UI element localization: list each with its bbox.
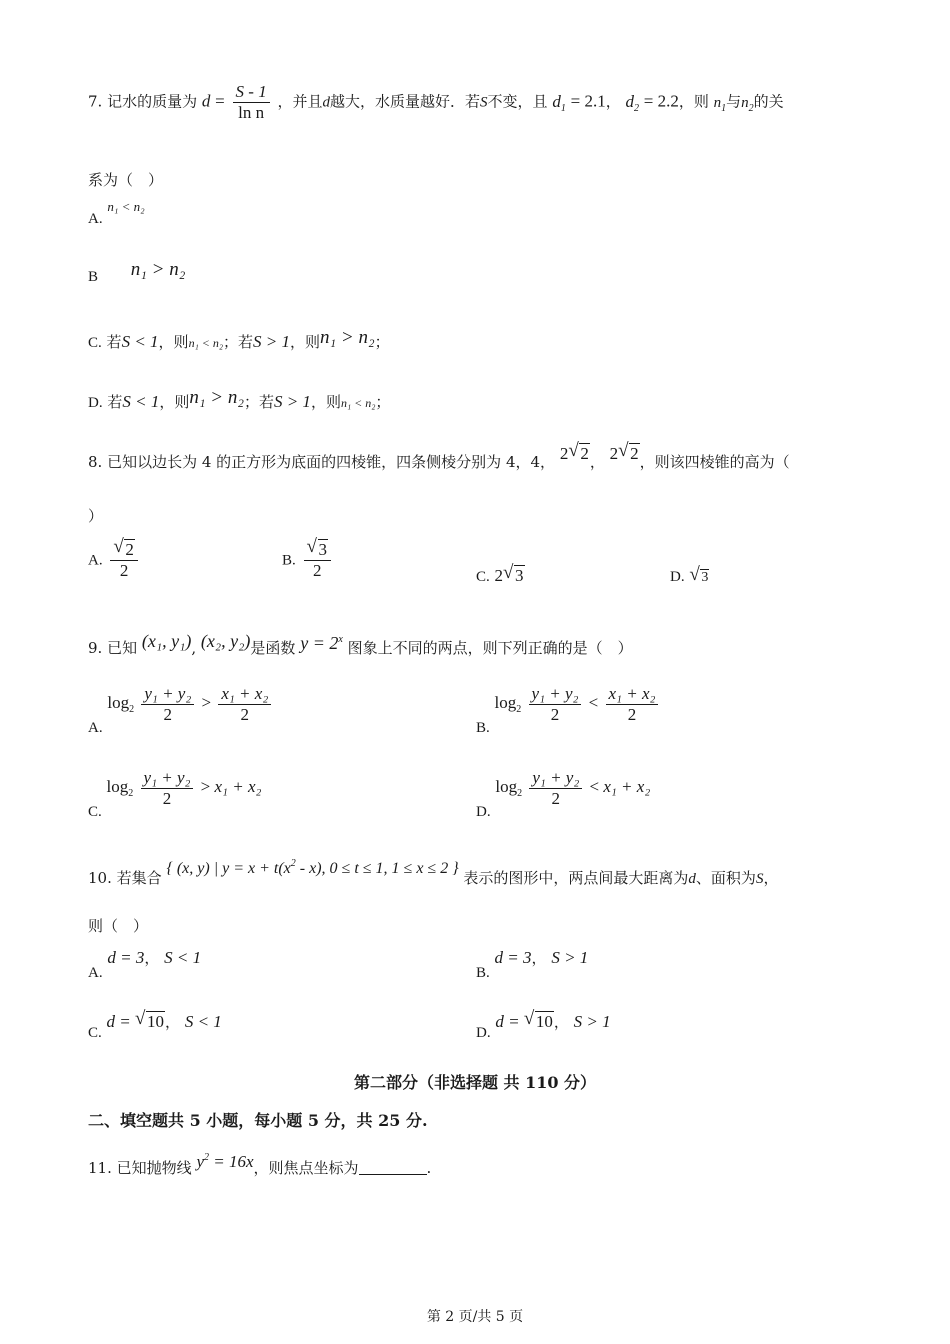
stem-text: ，则该四棱锥的高为（ — [639, 453, 790, 471]
var-d: d — [201, 91, 211, 111]
option-label: C. — [88, 804, 102, 821]
stem-text: . — [426, 1159, 432, 1177]
var-s: S — [480, 94, 488, 111]
option-expr: n₁ > n₂ — [320, 327, 375, 348]
fraction-numerator: y₁ + y₂ — [141, 768, 194, 789]
log-base: 2 — [516, 704, 522, 716]
option-label: B — [88, 269, 99, 285]
radicand: 2 — [580, 444, 589, 463]
option-fraction — [304, 540, 332, 581]
fraction-numerator: y₁ + y₂ — [529, 768, 582, 789]
set-exponent: 2 — [290, 858, 296, 869]
option-s: S > 1 — [573, 1012, 611, 1031]
option-expr: n₁ > n₂ — [130, 259, 186, 280]
option-expr — [689, 570, 709, 585]
question-7-stem: 7. 记水的质量为 d = $\frac{S - 1}{\text{ln n}}$ ，并且d越大，水质量越好．若S不变，且 $d_1 = 2.1$， $d_2 = 2.2$，则 $n_1$与$n_2$的关 — [88, 82, 784, 122]
option-label: D. — [476, 804, 491, 821]
question-number: 8. — [88, 453, 103, 471]
q7-option-b[interactable] — [88, 259, 186, 287]
question-8-stem-cont: ） — [88, 507, 104, 525]
option-expr — [495, 768, 651, 808]
fraction-numerator: y₁ + y₂ — [529, 684, 582, 705]
fraction-denominator: 2 — [550, 705, 560, 724]
log-func: log — [494, 693, 517, 713]
function-exponent: x — [338, 634, 343, 645]
stem-text: ，并且 — [277, 92, 323, 111]
option-text: ；若 — [223, 333, 254, 351]
option-expr: S > 1 — [273, 392, 311, 411]
option-label: B. — [282, 552, 296, 569]
option-s: S < 1 — [184, 1012, 222, 1031]
question-11-stem — [88, 1154, 431, 1178]
var-n1: $n_1$ — [713, 94, 727, 114]
stem-text: 记水的质量为 — [107, 92, 198, 111]
q10-option-b[interactable]: B. d = 3， S > 1 — [476, 948, 589, 981]
question-10-stem-cont: 则（ ） — [88, 917, 149, 935]
part-2-title: 第二部分（非选择题 共 110 分） — [353, 1073, 597, 1092]
radicand: 2 — [125, 540, 134, 559]
point-2: (x₂, y₂) — [200, 631, 251, 651]
option-expr: n₁ < n₂ — [107, 199, 145, 214]
function-expr — [300, 633, 343, 653]
fraction-denominator: 2 — [313, 561, 322, 580]
option-text: ，则 — [158, 333, 189, 351]
stem-text: 已知抛物线 — [116, 1159, 192, 1177]
edge-length-4: 2√ 2 — [610, 444, 640, 463]
q7-option-a[interactable] — [88, 199, 145, 229]
stem-text: 已知以边长为 4 的正方形为底面的四棱锥，四条侧棱分别为 4，4， — [107, 453, 556, 471]
question-9-stem: 9. 已知 (x₁, y₁), (x₂, y₂)是函数 $y = 2^x$ 图象上不同的两点，则下列正确的是（ ） — [88, 631, 633, 657]
quality-fraction — [233, 82, 270, 123]
eq-rhs: = 16x — [208, 1152, 254, 1171]
question-number: 10. — [88, 869, 112, 887]
stem-text: 已知 — [107, 639, 138, 657]
comparison-op: > — [200, 777, 211, 797]
option-label: C. — [476, 569, 490, 585]
stem-text: 表示的图形中，两点间最大距离为 — [463, 869, 689, 887]
fraction-denominator: 2 — [627, 705, 637, 724]
option-label: C. — [88, 1025, 102, 1041]
fraction-numerator: x₁ + x₂ — [606, 684, 659, 705]
set-part-b: - x), 0 ≤ t ≤ 1, 1 ≤ x ≤ 2 — [295, 860, 449, 877]
option-s: S < 1 — [164, 948, 202, 967]
option-label: D. — [88, 395, 103, 411]
fraction-denominator: 2 — [551, 789, 561, 808]
option-label: C. — [88, 335, 102, 351]
q10-option-d[interactable]: D. d = √ 10， S > 1 — [476, 1012, 611, 1033]
d2-value: = 2.2 — [643, 91, 679, 111]
radicand: 2 — [630, 444, 639, 463]
option-label: A. — [88, 965, 103, 981]
rhs-expr: x₁ + x₂ — [214, 777, 262, 797]
fraction-denominator: 2 — [240, 705, 250, 724]
coefficient: 2 — [494, 566, 504, 585]
fraction-numerator: y₁ + y₂ — [141, 684, 194, 705]
log-func: log — [107, 693, 130, 713]
log-base: 2 — [129, 704, 135, 716]
q9-option-c[interactable] — [88, 768, 262, 821]
fraction-denominator: 2 — [119, 561, 129, 580]
fraction-denominator: 2 — [163, 705, 173, 724]
fraction-denominator: 2 — [162, 789, 172, 808]
q9-option-a[interactable] — [88, 684, 274, 737]
option-s: S > 1 — [551, 948, 589, 967]
option-text: ； — [374, 333, 390, 351]
option-label: D. — [670, 569, 685, 585]
option-text: ；若 — [243, 393, 274, 411]
fraction-numerator: x₁ + x₂ — [218, 684, 271, 705]
radicand: 10 — [147, 1012, 165, 1031]
q8-option-b[interactable] — [282, 540, 334, 581]
question-8-stem: 8. 已知以边长为 4 的正方形为底面的四棱锥，四条侧棱分别为 4，4， 2√ 2， 2√ 2，则该四棱锥的高为（ — [88, 452, 790, 472]
rhs-expr: x₁ + x₂ — [603, 777, 651, 797]
radicand: 3 — [515, 566, 524, 585]
set-part-a: (x, y) | y = x + t(x — [176, 860, 291, 877]
option-expr: n₁ < n₂ — [340, 396, 376, 410]
comparison-op: < — [589, 777, 600, 797]
q8-option-c[interactable] — [476, 566, 525, 587]
q8-option-a[interactable] — [88, 540, 141, 581]
var-d1: $d_1$ — [552, 91, 566, 114]
stem-text: 若集合 — [116, 869, 162, 887]
option-text: 若 — [106, 333, 122, 351]
q7-option-d[interactable] — [88, 387, 391, 413]
equals-sign: = — [215, 91, 225, 111]
option-d: d = 3 — [107, 948, 145, 967]
option-d: d = 3 — [494, 948, 532, 967]
option-expr: S < 1 — [121, 332, 159, 351]
comparison-op: > — [201, 693, 212, 713]
option-expr — [494, 684, 662, 724]
option-label: B. — [476, 720, 490, 737]
log-base: 2 — [128, 788, 134, 800]
option-text: ，则 — [159, 393, 190, 411]
radicand: 3 — [701, 570, 709, 585]
option-expr: S < 1 — [122, 392, 160, 411]
stem-text: 是函数 — [250, 639, 296, 657]
option-text: ，则 — [290, 333, 321, 351]
parabola-eq — [196, 1152, 253, 1171]
stem-text: ，则焦点坐标为 — [253, 1159, 359, 1177]
option-label: A. — [88, 211, 103, 227]
var-s: S — [755, 871, 764, 887]
option-expr — [107, 684, 274, 724]
var-d2: $d_2$ — [625, 91, 639, 114]
stem-text: ，则 — [678, 92, 709, 111]
radicand: 3 — [318, 540, 328, 559]
option-text: ，则 — [310, 393, 341, 411]
point-1: (x₁, y₁) — [141, 631, 192, 651]
comparison-op: < — [588, 693, 599, 713]
option-label: B. — [476, 965, 490, 981]
option-text: 若 — [107, 393, 123, 411]
function-base: y = 2 — [300, 633, 339, 653]
edge-length-3: 2√ 2 — [560, 444, 590, 463]
option-text: ； — [375, 393, 391, 411]
option-expr — [495, 566, 525, 585]
stem-text: 与 — [726, 92, 742, 111]
question-number: 11. — [88, 1159, 112, 1177]
q10-option-c[interactable]: C. d = √ 10， S < 1 — [88, 1012, 222, 1033]
stem-text: 的关 — [753, 92, 784, 111]
var-n2: $n_2$ — [741, 94, 754, 114]
q8-option-d[interactable] — [670, 566, 709, 588]
question-number: 9. — [88, 639, 103, 657]
stem-text: 图象上不同的两点，则下列正确的是（ ） — [347, 639, 633, 657]
section-2-heading: 二、填空题共 5 小题，每小题 5 分，共 25 分. — [88, 1111, 428, 1130]
eq-exponent: 2 — [203, 1152, 209, 1163]
fraction-numerator: S - 1 — [233, 82, 270, 103]
d1-value: = 2.1 — [570, 91, 606, 111]
q7-option-c[interactable] — [88, 327, 390, 353]
option-label: D. — [476, 1025, 491, 1041]
stem-text: 、面积为 — [695, 869, 756, 887]
log-func: log — [106, 777, 129, 797]
option-expr — [106, 768, 262, 808]
option-expr: S > 1 — [253, 332, 291, 351]
stem-text: 不变，且 — [487, 92, 548, 111]
stem-text: ， — [763, 869, 779, 887]
question-10-stem — [88, 858, 779, 889]
option-label: A. — [88, 552, 103, 569]
question-7-stem-cont: 系为（ ） — [88, 171, 164, 189]
q9-option-b[interactable] — [476, 684, 661, 737]
var-d: d — [322, 94, 331, 111]
fraction-denominator: ln n — [238, 103, 265, 122]
set-expr: { (x, y) | $y = x + t(x^2 - x)$, 0 ≤ t ≤ 1, 1 ≤ x ≤ 2 } — [166, 858, 459, 877]
option-d: d = — [495, 1012, 524, 1031]
q10-option-a[interactable]: A. d = 3， S < 1 — [88, 948, 202, 981]
log-base: 2 — [517, 788, 523, 800]
question-number: 7. — [88, 92, 103, 111]
answer-blank[interactable] — [359, 1160, 427, 1175]
option-expr: n₁ < n₂ — [188, 336, 224, 350]
var-d: d — [688, 871, 696, 887]
option-label: A. — [88, 720, 103, 737]
option-d: d = — [106, 1012, 136, 1031]
log-func: log — [495, 777, 518, 797]
q9-option-d[interactable] — [476, 768, 651, 821]
stem-text: 越大，水质量越好．若 — [330, 92, 481, 111]
page-footer: 第 2 页/共 5 页 — [426, 1309, 524, 1325]
radicand: 10 — [535, 1012, 553, 1031]
option-expr: n₁ > n₂ — [189, 387, 244, 408]
eq-var: y — [196, 1152, 204, 1171]
option-fraction — [110, 540, 138, 581]
